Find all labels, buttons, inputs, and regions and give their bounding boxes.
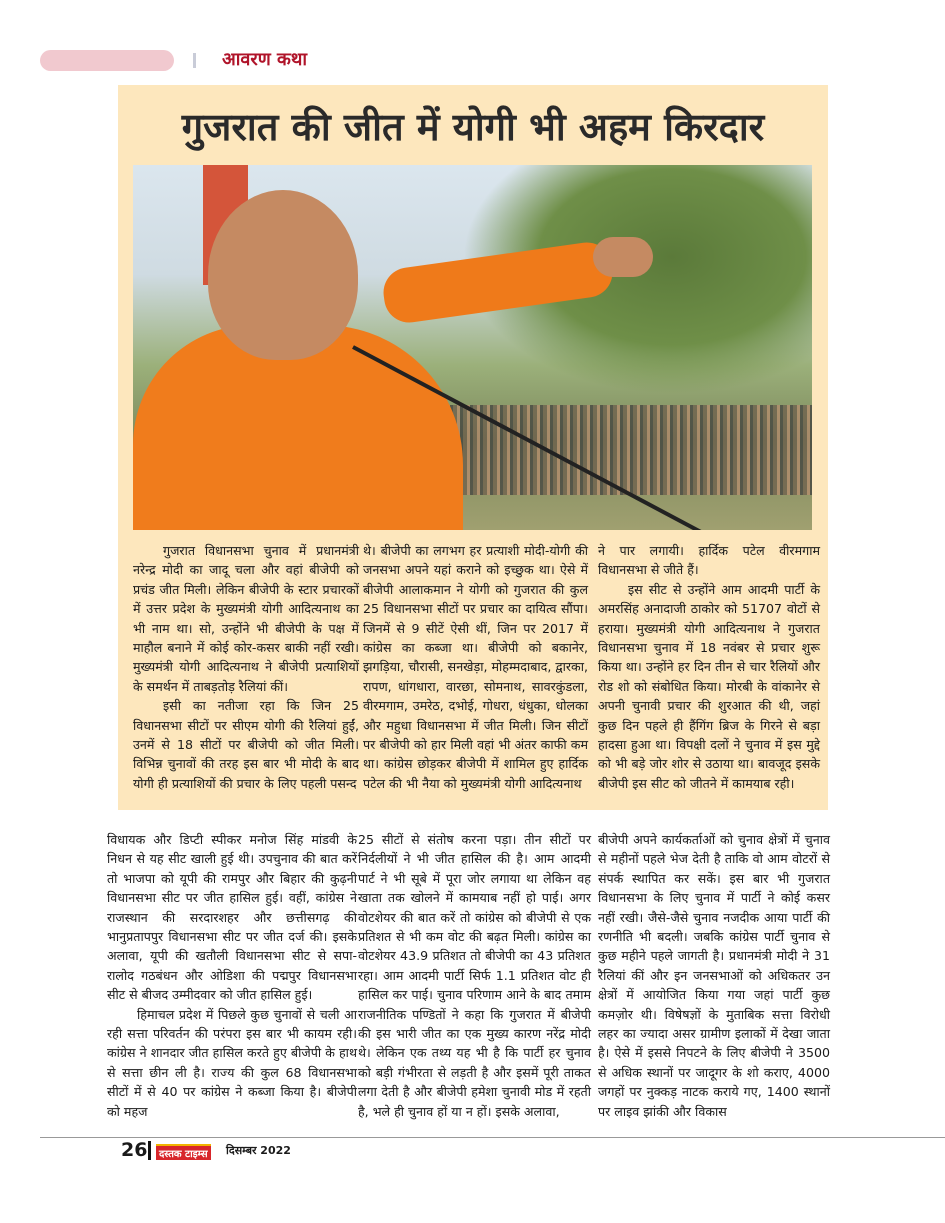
paragraph: गुजरात विधानसभा चुनाव में प्रधानमंत्री नरेन्द्र मोदी का जादू चला और वहां बीजेपी को प्रचंड जीत मिली। लेकिन बीजेपी के स्टार प्रचारकों में उत्तर प्रदेश के मुख्यमंत्री योगी आदित्यनाथ का भी नाम था। सो, उन्होंने भी बीजेपी के पक्ष में माहौल बनाने में कोई कोर-कसर बाकी नहीं रखी। मुख्यमंत्री योगी आदित्यनाथ ने बीजेपी प्रत्याशियों के समर्थन में ताबड़तोड़ रैलियां कीं।: [133, 543, 359, 694]
paragraph: इस सीट से उन्होंने आम आदमी पार्टी के अमरसिंह अनादाजी ठाकोर को 51707 वोटों से हराया। मुख्यमंत्री योगी आदित्यनाथ ने गुजरात विधानसभा चुनाव में 18 नवंबर से प्रचार शुरू किया था। उन्होंने हर दिन तीन से चार रैलियों और रोड शो को संबोधित किया। मोरबी के वांकानेर से अपनी चुनावी प्रचार की शुरआत की थी, जहां कुछ दिन पहले ही हैंगिंग ब्रिज के गिरने से बड़ा हादसा हुआ था। विपक्षी दलों ने चुनाव में इस मुद्दे को भी बड़े जोर शोर से उठाया था। बावजूद इसके बीजेपी इस सीट को जीतने में कामयाब रही।: [598, 581, 820, 791]
section-label: आवरण कथा: [222, 49, 308, 70]
paragraph: ने पार लगायी। हार्दिक पटेल वीरमगाम विधानसभा से जीते हैं।: [598, 543, 820, 578]
header-pill: [40, 50, 174, 71]
column-3: [598, 830, 830, 1121]
paragraph: हिमाचल प्रदेश में पिछले कुछ चुनावों से चली आ रही सत्ता परिवर्तन की परंपरा इस बार भी कायम रही। कांग्रेस ने शानदार जीत हासिल करते हुए बीजेपी के हाथ से सत्ता छीन ली है। राज्य की कुल 68 विधानसभा सीटों में से 40 पर कांग्रेस ने कब्जा किया है। बीजेपी को महज: [107, 1006, 357, 1119]
header-divider: [193, 53, 196, 68]
photo-speaker-hand: [593, 237, 653, 277]
footer-rule: [40, 1137, 945, 1138]
paragraph: 25 सीटों से संतोष करना पड़ा। तीन सीटों पर निर्दलीयों ने भी जीत हासिल की है। आम आदमी पार्ट ने भी सूबे में पूरा जोर लगाया था लेकिन वह खाता तक खोलने में कामयाब नहीं हो पाई। अगर वोटशेयर की बात करें तो कांग्रेस को बीजेपी से एक प्रतिशत से भी कम वोट की बढ़त मिली। कांग्रेस का वोटशेयर 43.9 प्रतिशत तो बीजेपी का 43 प्रतिशत रहा। आम आदमी पार्टी सिर्फ 1.1 प्रतिशत वोट ही हासिल कर पाई। चुनाव परिणाम आने के बाद तमाम राजनीतिक पण्डितों ने कहा कि गुजरात में बीजेपी की इस भारी जीत का एक मुख्य कारण नरेंद्र मोदी थे। लेकिन एक तथ्य यह भी है कि पार्टी हर चुनाव को बड़ी गंभीरता से लड़ती है और इसमें पूरी ताकत लगा देती है और बीजेपी हमेशा चुनावी मोड में रहती है, भले ही चुनाव हों या न हों। इसके अलावा,: [358, 832, 591, 1119]
article-title: गुजरात की जीत में योगी भी अहम किरदार: [181, 105, 765, 149]
footer-divider: [148, 1141, 151, 1160]
box-column-2: [363, 541, 588, 793]
article-photo: [133, 165, 812, 530]
paragraph: विधायक और डिप्टी स्पीकर मनोज सिंह मांडवी के निधन से यह सीट खाली हुई थी। उपचुनाव की बात करें तो भाजपा को यूपी की रामपुर और बिहार की कुढ़नी विधानसभा सीट पर जीत हासिल हुई। वहीं, कांग्रेस ने राजस्थान की सरदारशहर और छत्तीसगढ़ की भानुप्रतापपुर विधानसभा सीट पर जीत दर्ज की। इसके अलावा, यूपी की खतौली विधानसभा सीट से सपा-रालोद गठबंधन और ओडिशा की पद्मपुर विधानसभा सीट से बीजद उम्मीदवार को जीत हासिल हुई।: [107, 832, 357, 1003]
column-1: [107, 830, 357, 1121]
column-2: [358, 830, 591, 1121]
paragraph: बीजेपी अपने कार्यकर्ताओं को चुनाव क्षेत्रों में चुनाव से महीनों पहले भेज देती है ताकि वो आम वोटरों से संपर्क स्थापित कर सकें। इस बार भी गुजरात विधानसभा के लिए चुनाव में पार्टी ने कोई कसर नहीं रखी। जैसे-जैसे चुनाव नजदीक आया पार्टी की रणनीति भी बदली। जबकि कांग्रेस पार्टी चुनाव से कुछ महीने पहले जागती है। प्रधानमंत्री मोदी ने 31 रैलियां कीं और इन जनसभाओं को अधिकतर उन क्षेत्रों में आयोजित किया गया जहां पार्टी कुछ कमज़ोर थी। विषेषज्ञों के मुताबिक सत्ता विरोधी लहर का ज्यादा असर ग्रामीण इलाकों में देखा जाता है। ऐसे में इससे निपटने के लिए बीजेपी ने 3500 से अधिक स्थानों पर जादूगर के शो कराए, 4000 जगहों पर नुक्कड़ नाटक कराये गए, 1400 स्थानों पर लाइव झांकी और विकास: [598, 832, 830, 1119]
paragraph: थे। बीजेपी का लगभग हर प्रत्याशी मोदी-योगी की जनसभा अपने यहां कराने को इच्छुक था। ऐसे में बीजेपी आलाकमान ने योगी को गुजरात की कुल 25 विधानसभा सीटों पर प्रचार का दायित्व सौंपा। जिनमें से 9 सीटें ऐसी थीं, जिन पर 2017 में कांग्रेस का कब्जा था। बीजेपी को बकानेर, झगड़िया, चौरासी, सनखेड़ा, मोहम्मदाबाद, द्वारका, रापण, धांगधारा, वारछा, सोमनाथ, सावरकुंडला, वीरमगाम, उमरेठ, दभोई, गोधरा, धंधुका, धोलका और महुधा विधानसभा में जीत मिली। जिन सीटों पर बीजेपी को हार मिली वहां भी अंतर काफी कम था। कांग्रेस छोड़कर बीजेपी में शामिल हुए हार्दिक पटेल की भी नैया को मुख्यमंत्री योगी आदित्यनाथ: [363, 543, 588, 791]
box-column-1: [133, 541, 359, 793]
paragraph: इसी का नतीजा रहा कि जिन 25 विधानसभा सीटों पर सीएम योगी की रैलियां हुईं, उनमें से 18 सीटों पर बीजेपी को जीत मिली। विभिन्न चुनावों की तरह इस बार भी मोदी के बाद योगी ही प्रत्याशियों की प्रचार के लिए पहली पसन्द: [133, 698, 359, 791]
page-number: 26: [121, 1139, 148, 1161]
issue-date: दिसम्बर 2022: [226, 1144, 291, 1157]
box-column-3: [598, 541, 820, 793]
magazine-logo: दस्तक टाइम्स: [156, 1144, 211, 1160]
photo-speaker-head: [208, 190, 358, 360]
